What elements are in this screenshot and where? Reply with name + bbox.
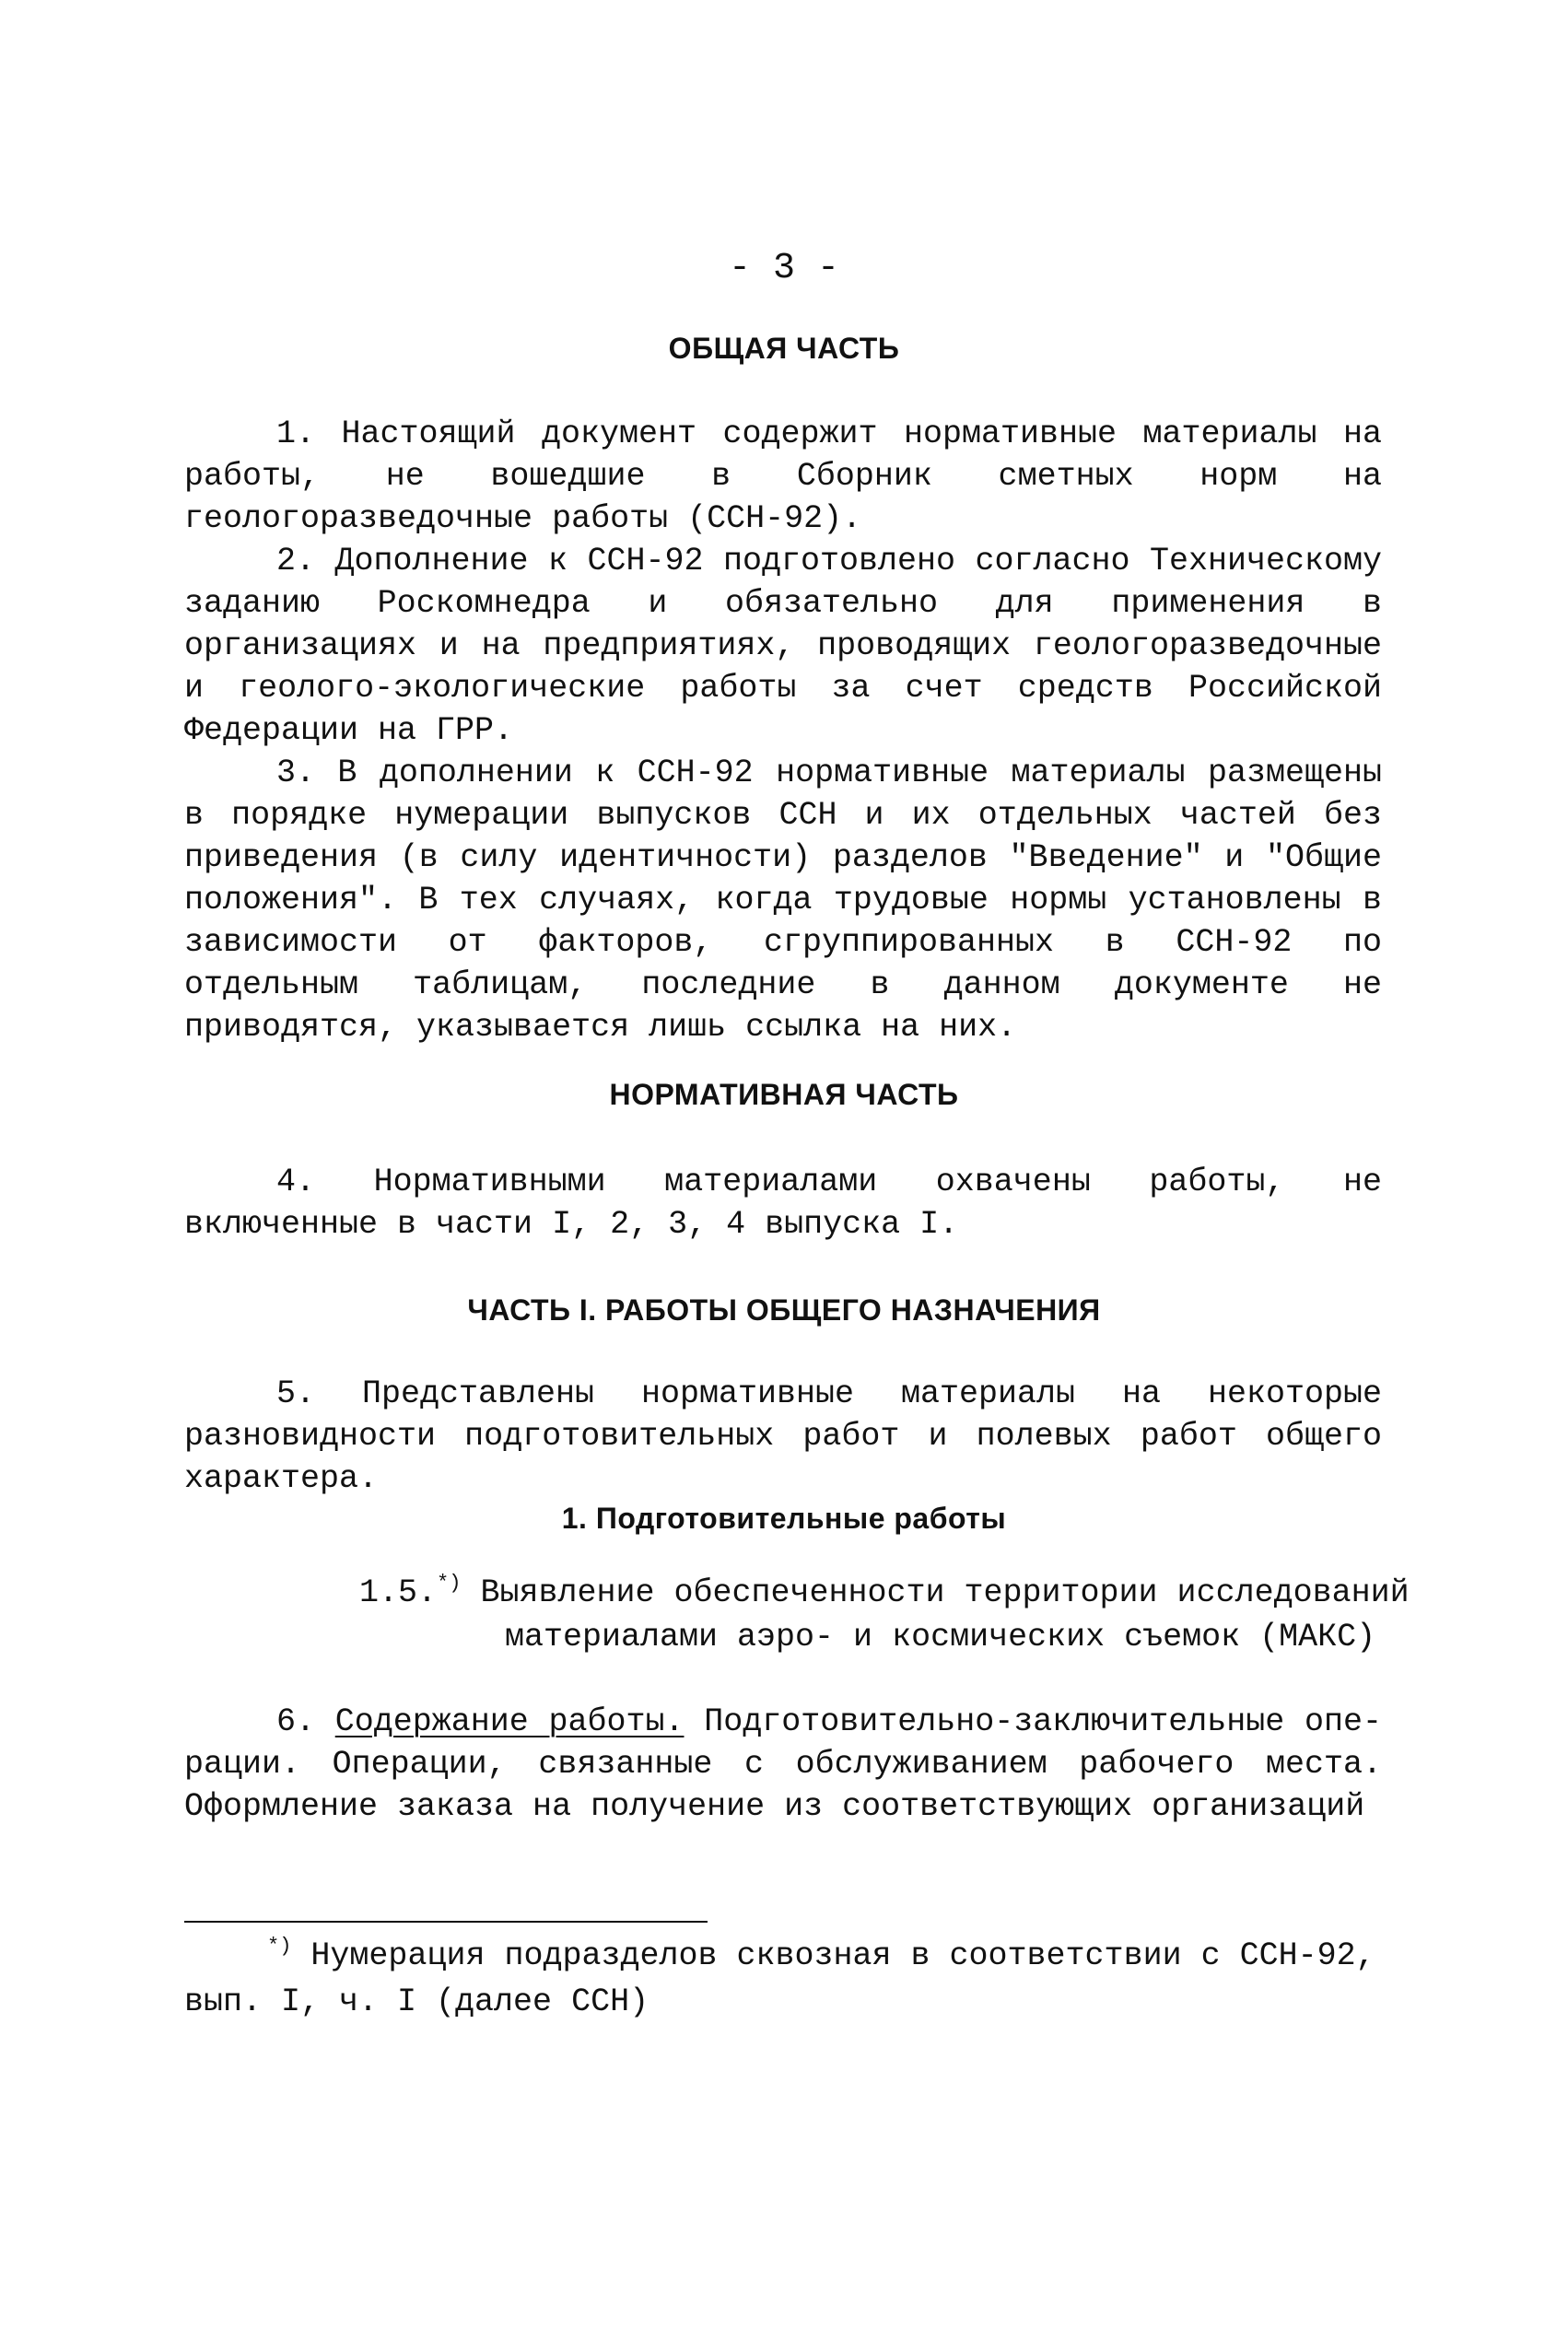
paragraph-6-line-1-rest: Подготовительно-заключительные опе- <box>704 1703 1382 1740</box>
footnote-line-2: вып. I, ч. I (далее ССН) <box>184 1983 649 2020</box>
footnote-mark: *) <box>267 1935 292 1958</box>
subsection-title-line-2: материалами аэро- и космических съемок (МАКС) <box>505 1619 1376 1655</box>
paragraph-6 <box>184 1701 1382 1828</box>
subsection-number: 1.5. <box>359 1574 438 1611</box>
paragraph-1: 1. Настоящий документ содержит нормативные материалы на работы, не вошедшие в Сборник сметных норм на геологоразведочные работы (ССН-92). <box>184 415 1382 537</box>
general-part-text <box>184 413 1382 1048</box>
normative-part-text <box>184 1161 1382 1246</box>
page-number: - 3 - <box>728 248 840 289</box>
paragraph-5: 5. Представлены нормативные материалы на некоторые разновидности подготовительных работ и полевых работ общего характера. <box>184 1375 1382 1497</box>
heading-part-1: ЧАСТЬ I. РАБОТЫ ОБЩЕГО НАЗНАЧЕНИЯ <box>467 1293 1101 1327</box>
work-content-label: Содержание работы. <box>334 1703 685 1740</box>
paragraph-6-continuation: рации. Операции, связанные с обслуживанием рабочего места. Оформление заказа на получение из соответствующих организаций <box>184 1746 1382 1825</box>
heading-normative-part: НОРМАТИВНАЯ ЧАСТЬ <box>609 1078 959 1111</box>
paragraph-3: 3. В дополнении к ССН-92 нормативные материалы размещены в порядке нумерации выпусков ССН и их отдельных частей без приведения (в силу идентичности) разделов "Введение" и "Общие положения". В тех случаях, когда трудовые нормы установлены в зависимости от факторов, сгруппированных в ССН-92 по отдельным таблицам, последние в данном документе не приводятся, указывается лишь ссылка на них. <box>184 755 1382 1046</box>
heading-general-part: ОБЩАЯ ЧАСТЬ <box>668 332 900 365</box>
part-1-text <box>184 1373 1382 1500</box>
paragraph-6-number: 6. <box>276 1703 316 1740</box>
footnote-separator <box>184 1921 708 1923</box>
paragraph-4: 4. Нормативными материалами охвачены работы, не включенные в части I, 2, 3, 4 выпуска I. <box>184 1164 1382 1243</box>
footnote-reference-mark: *) <box>437 1572 462 1595</box>
heading-section-1: 1. Подготовительные работы <box>561 1502 1007 1535</box>
paragraph-2: 2. Дополнение к ССН-92 подготовлено согласно Техническому заданию Роскомнедра и обязательно для применения в организациях и на предприятиях, проводящих геологоразведочные и геолого-экологические работы за счет средств Российской Федерации на ГРР. <box>184 543 1382 749</box>
footnote-line-1 <box>267 1935 1375 1977</box>
subsection-title-line-1: Выявление обеспеченности территории исследований <box>480 1574 1410 1611</box>
footnote-text-line-1: Нумерация подразделов сквозная в соответствии с ССН-92, <box>310 1937 1375 1974</box>
subsection-1-5-line-1 <box>359 1572 1410 1614</box>
paragraph-6-text <box>184 1701 1382 1828</box>
